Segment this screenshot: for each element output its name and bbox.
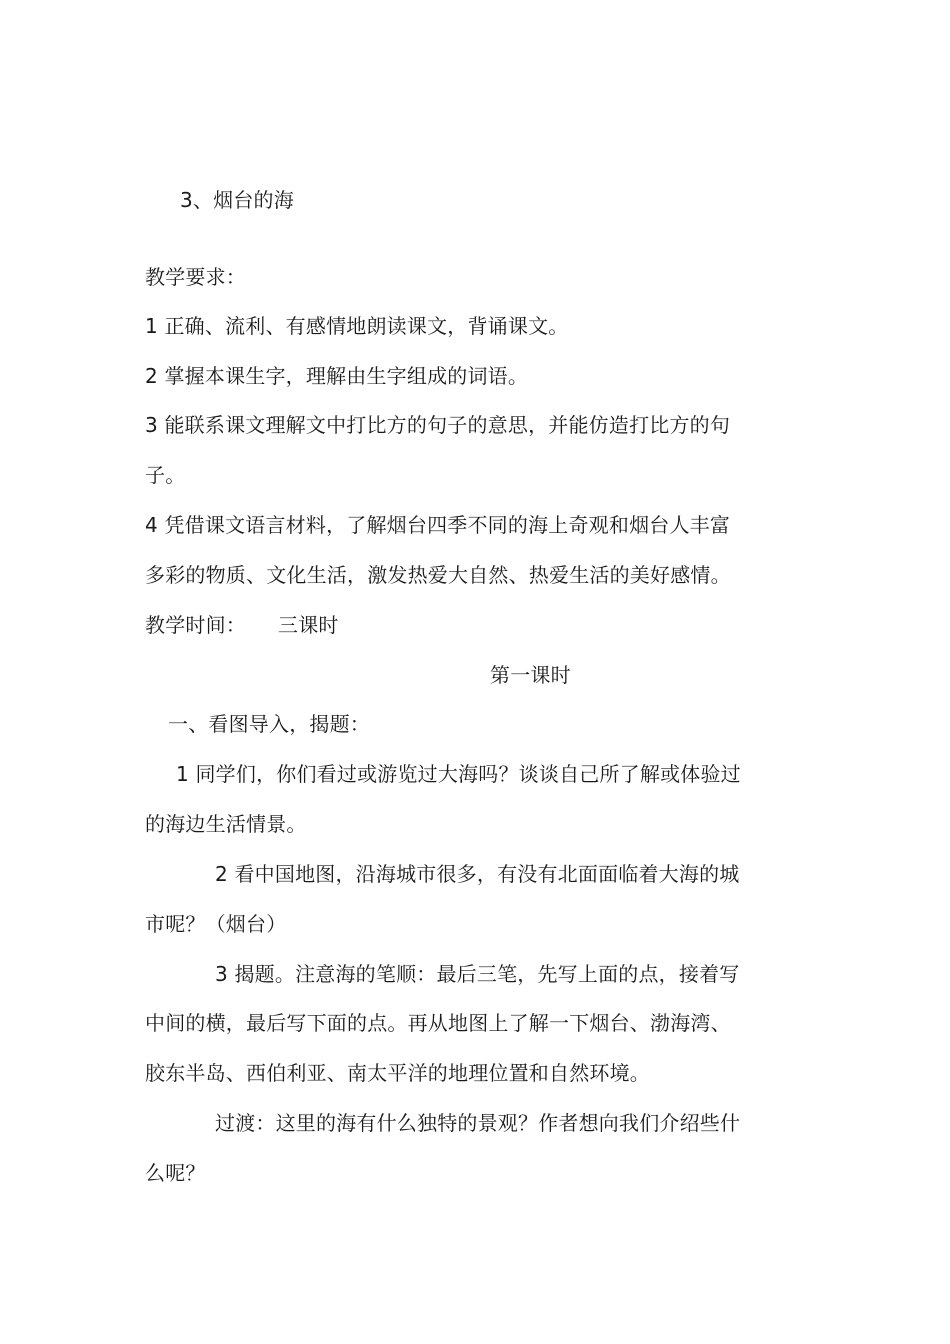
body-paragraph-2: 2 看中国地图，沿海城市很多，有没有北面面临着大海的城: [215, 862, 740, 886]
transition-paragraph: 过渡：这里的海有什么独特的景观？作者想向我们介绍些什: [215, 1111, 741, 1135]
requirements-heading: 教学要求：: [145, 265, 246, 289]
requirement-3-continued: 子。: [145, 463, 186, 487]
teaching-time-label: 教学时间：: [145, 613, 246, 637]
body-paragraph-2-continued: 市呢？（烟台）: [145, 912, 287, 936]
section-heading: 一、看图导入，揭题：: [168, 712, 370, 736]
requirement-4-continued: 多彩的物质、文化生活，激发热爱大自然、热爱生活的美好感情。: [145, 563, 731, 587]
requirement-3: 3 能联系课文理解文中打比方的句子的意思，并能仿造打比方的句: [145, 413, 731, 437]
requirement-4: 4 凭借课文语言材料，了解烟台四季不同的海上奇观和烟台人丰富: [145, 513, 731, 537]
lesson-heading: 第一课时: [490, 663, 571, 687]
transition-paragraph-continued: 么呢？: [145, 1161, 206, 1185]
body-paragraph-3: 3 揭题。注意海的笔顺：最后三笔，先写上面的点，接着写: [215, 962, 740, 986]
body-paragraph-1-continued: 的海边生活情景。: [145, 812, 307, 836]
requirement-1: 1 正确、流利、有感情地朗读课文，背诵课文。: [145, 314, 569, 338]
body-paragraph-1: 1 同学们，你们看过或游览过大海吗？谈谈自己所了解或体验过: [176, 762, 741, 786]
body-paragraph-3-line-3: 胶东半岛、西伯利亚、南太平洋的地理位置和自然环境。: [145, 1061, 650, 1085]
teaching-time-value: 三课时: [278, 613, 339, 637]
lesson-title: 3、烟台的海: [180, 188, 294, 212]
requirement-2: 2 掌握本课生字，理解由生字组成的词语。: [145, 364, 529, 388]
body-paragraph-3-line-2: 中间的横，最后写下面的点。再从地图上了解一下烟台、渤海湾、: [145, 1011, 731, 1035]
